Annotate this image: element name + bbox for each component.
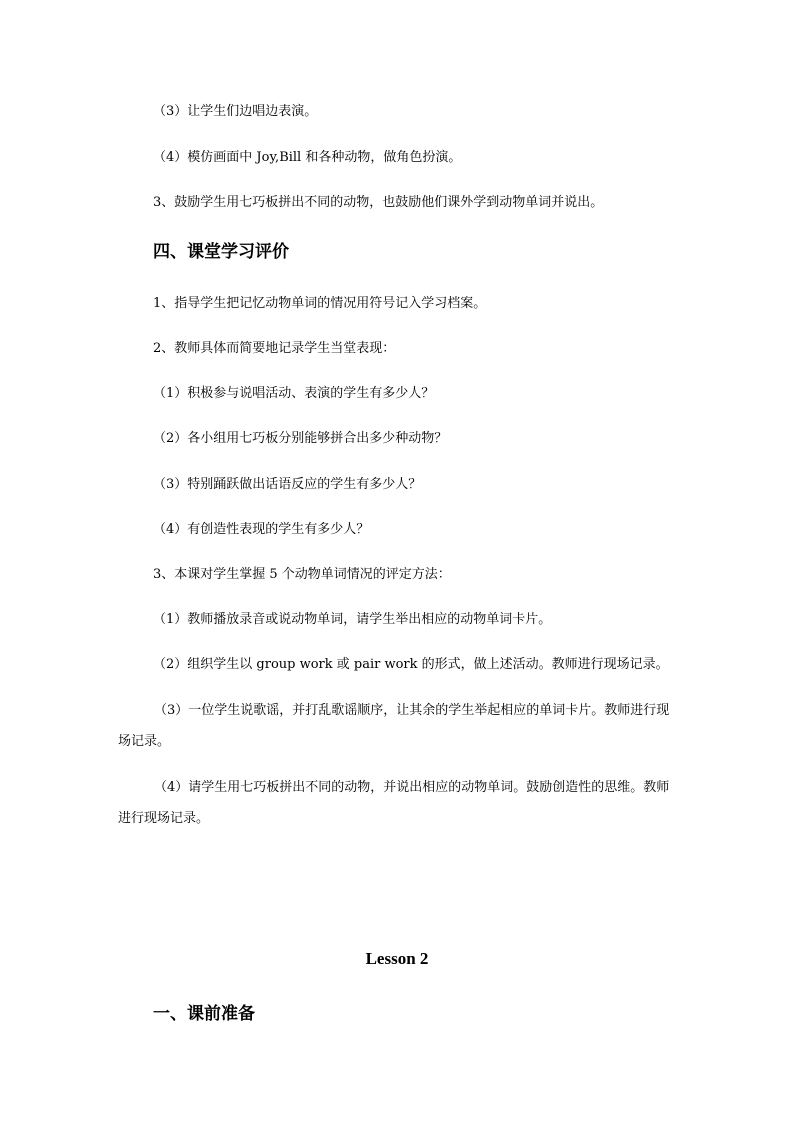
paragraph-item-4: （4）模仿画面中 Joy,Bill 和各种动物，做角色扮演。 [153,150,462,165]
eval-point-3-1: （1）教师播放录音或说动物单词，请学生举出相应的动物单词卡片。 [153,612,552,627]
eval-point-2-2: （2）各小组用七巧板分别能够拼合出多少种动物？ [153,431,448,446]
paragraph-item-3: （3）让学生们边唱边表演。 [153,104,318,119]
eval-point-2-1: （1）积极参与说唱活动、表演的学生有多少人？ [153,386,435,401]
eval-point-3-3: （3）一位学生说歌谣，并打乱歌谣顺序，让其余的学生举起相应的单词卡片。教师进行现场记录。 [118,703,670,749]
section-heading-evaluation: 四、课堂学习评价 [153,242,289,262]
eval-point-2: 2、教师具体而简要地记录学生当堂表现： [153,341,396,356]
eval-point-2-3: （3）特别踊跃做出话语反应的学生有多少人？ [153,477,422,492]
eval-point-3-2: （2）组织学生以 group work 或 pair work 的形式，做上述活动。教师进行现场记录。 [153,657,669,672]
paragraph-point-3: 3、鼓励学生用七巧板拼出不同的动物，也鼓励他们课外学到动物单词并说出。 [153,195,604,210]
eval-point-3: 3、本课对学生掌握 5 个动物单词情况的评定方法： [153,567,451,582]
eval-point-3-4: （4）请学生用七巧板拼出不同的动物，并说出相应的动物单词。鼓励创造性的思维。教师进行现场记录。 [118,780,670,826]
section-heading-preparation: 一、课前准备 [153,1004,255,1024]
eval-point-1: 1、指导学生把记忆动物单词的情况用符号记入学习档案。 [153,296,487,311]
lesson-title: Lesson 2 [365,949,429,968]
eval-point-2-4: （4）有创造性表现的学生有多少人？ [153,522,370,537]
